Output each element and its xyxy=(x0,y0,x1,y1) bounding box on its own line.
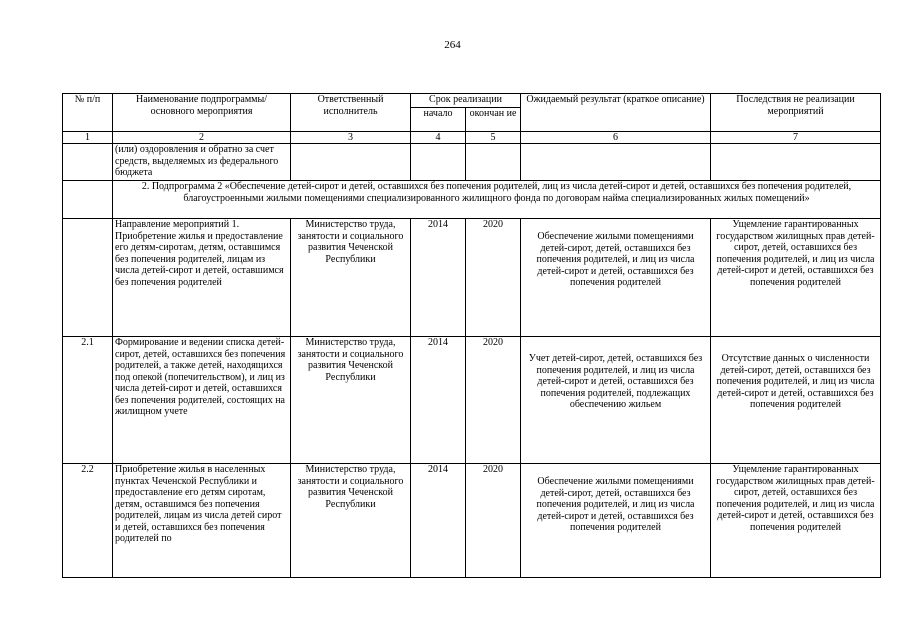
cell-consequence: Отсутствие данных о численности детей-сирот, детей, оставшихся без попечения родителей, и лиц из числа детей-сирот и детей, оставшихся без попечения родителей xyxy=(711,337,881,464)
cell-num xyxy=(63,219,113,337)
cell-consequence: Ущемление гарантированных государством жилищных прав детей-сирот, детей, оставшихся без попечения родителей, и лиц из числа детей-сирот и детей, оставшихся без попечения родителей xyxy=(711,219,881,337)
cell-result: Учет детей-сирот, детей, оставшихся без попечения родителей, и лиц из числа детей-сирот и детей, оставшихся без попечения родителей, подлежащих обеспечению жильем xyxy=(521,337,711,464)
cell-name: (или) оздоровления и обратно за счет средств, выделяемых из федерального бюджета xyxy=(113,144,291,181)
cell-start: 2014 xyxy=(411,219,466,337)
cell-executor xyxy=(291,144,411,181)
header-start: начало xyxy=(411,108,466,132)
header-consequence: Последствия не реализации мероприятий xyxy=(711,94,881,132)
column-number-row xyxy=(63,132,881,144)
cell-executor: Министерство труда, занятости и социального развития Чеченской Республики xyxy=(291,464,411,578)
table-row xyxy=(63,464,881,578)
column-number: 1 xyxy=(63,132,113,144)
table-row xyxy=(63,337,881,464)
page-number: 264 xyxy=(444,39,461,51)
cell-num xyxy=(63,181,113,219)
cell-start: 2014 xyxy=(411,337,466,464)
column-number: 4 xyxy=(411,132,466,144)
header-row-1 xyxy=(63,94,881,108)
cell-executor: Министерство труда, занятости и социального развития Чеченской Республики xyxy=(291,337,411,464)
column-number: 2 xyxy=(113,132,291,144)
cell-name: Приобретение жилья в населенных пунктах Чеченской Республики и предоставление его детям сиротам, детям, оставшимся без попечения родителей, лицам из числа детей сирот и детей, оставшихся без попечения родителей по xyxy=(113,464,291,578)
column-number: 5 xyxy=(466,132,521,144)
column-number: 7 xyxy=(711,132,881,144)
cell-result: Обеспечение жилыми помещениями детей-сирот, детей, оставшихся без попечения родителей, и лиц из числа детей-сирот и детей, оставшихся без попечения родителей xyxy=(521,219,711,337)
cell-executor: Министерство труда, занятости и социального развития Чеченской Республики xyxy=(291,219,411,337)
header-term: Срок реализации xyxy=(411,94,521,108)
cell-name: Формирование и ведении списка детей-сирот, детей, оставшихся без попечения родителей, а также детей, находящихся под опекой (попечительством), и лиц из числа детей-сирот и детей, оставшихся без попечения родителей, состоящих на жилищном учете xyxy=(113,337,291,464)
cell-result: Обеспечение жилыми помещениями детей-сирот, детей, оставшихся без попечения родителей, и лиц из числа детей-сирот и детей, оставшихся без попечения родителей xyxy=(521,464,711,578)
header-num: № п/п xyxy=(63,94,113,132)
column-number: 6 xyxy=(521,132,711,144)
cell-end: 2020 xyxy=(466,337,521,464)
cell-num: 2.1 xyxy=(63,337,113,464)
cell-start xyxy=(411,144,466,181)
program-table xyxy=(62,93,881,578)
subprogram-title-row xyxy=(63,181,881,219)
table-row xyxy=(63,219,881,337)
cell-consequence: Ущемление гарантированных государством жилищных прав детей-сирот, детей, оставшихся без попечения родителей, и лиц из числа детей-сирот и детей, оставшихся без попечения родителей xyxy=(711,464,881,578)
header-result: Ожидаемый результат (краткое описание) xyxy=(521,94,711,132)
header-end: окончан ие xyxy=(466,108,521,132)
cell-end: 2020 xyxy=(466,219,521,337)
cell-num xyxy=(63,144,113,181)
cell-num: 2.2 xyxy=(63,464,113,578)
header-name: Наименование подпрограммы/ основного мероприятия xyxy=(113,94,291,132)
cell-start: 2014 xyxy=(411,464,466,578)
table-row-continuation xyxy=(63,144,881,181)
subprogram-title: 2. Подпрограмма 2 «Обеспечение детей-сирот и детей, оставшихся без попечения родителей, лиц из числа детей-сирот и детей, оставшихся без попечения родителей, благоустроенными жилыми помещениями специализированного жилищного фонда по договорам найма специализированных жилых помещений» xyxy=(113,181,881,219)
cell-end: 2020 xyxy=(466,464,521,578)
header-executor: Ответственный исполнитель xyxy=(291,94,411,132)
column-number: 3 xyxy=(291,132,411,144)
cell-consequence xyxy=(711,144,881,181)
cell-end xyxy=(466,144,521,181)
cell-name: Направление мероприятий 1. Приобретение жилья и предоставление его детям-сиротам, детям, оставшимся без попечения родителей, лицам из числа детей-сирот и детей, оставшимся без попечения родителей xyxy=(113,219,291,337)
cell-result xyxy=(521,144,711,181)
